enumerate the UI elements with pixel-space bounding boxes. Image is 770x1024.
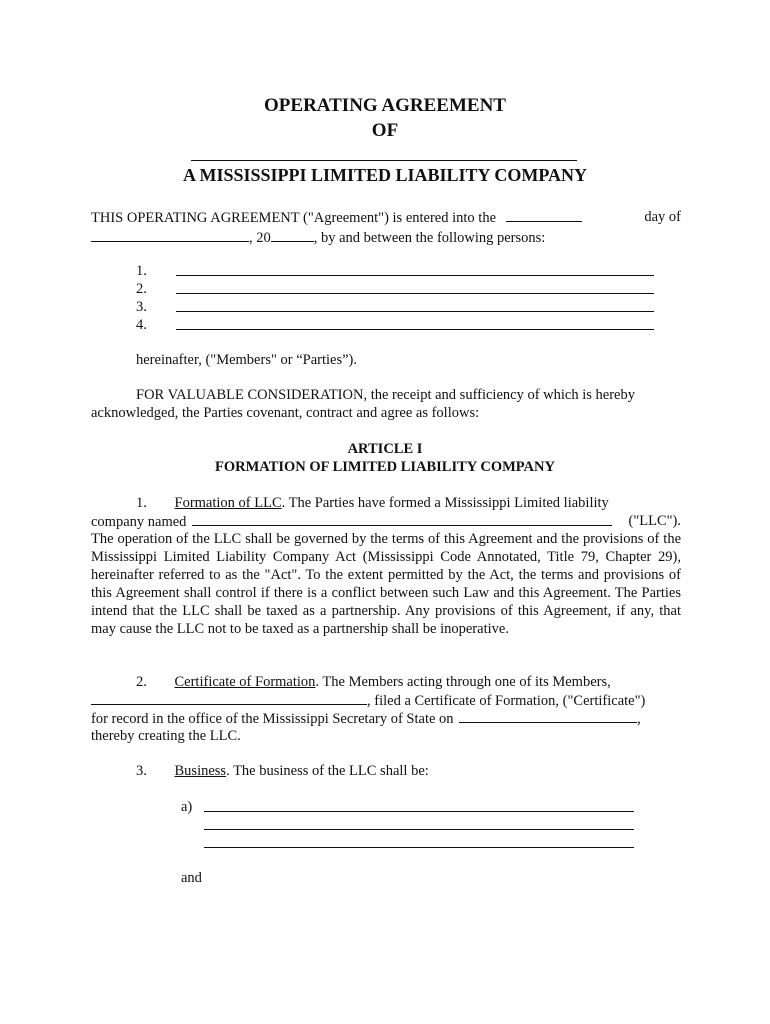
section-2-filed-text: , filed a Certificate of Formation, ("Certificate")	[367, 693, 646, 709]
section-3-lead	[136, 762, 429, 780]
business-item-a-label: a)	[181, 799, 193, 815]
day-blank[interactable]	[506, 208, 582, 222]
section-1-lead-text: . The Parties have formed a Mississippi Limited liability	[281, 495, 609, 511]
filing-date-blank[interactable]	[459, 709, 637, 723]
intro-day-of: day of	[644, 209, 681, 225]
article-title: FORMATION OF LIMITED LIABILITY COMPANY	[215, 459, 555, 475]
section-2-line-4: thereby creating the LLC.	[91, 728, 241, 744]
member-name-blank[interactable]	[176, 311, 654, 312]
llc-name-blank[interactable]	[192, 512, 612, 526]
member-number: 2.	[136, 281, 147, 297]
section-2-lead	[136, 673, 681, 691]
section-1-lead	[136, 494, 681, 512]
company-named-text: company named	[91, 514, 187, 530]
section-1-number: 1.	[136, 495, 147, 511]
section-2-comma: ,	[637, 711, 641, 727]
business-line-2[interactable]	[204, 829, 634, 830]
intro-text: THIS OPERATING AGREEMENT ("Agreement") is entered into the	[91, 210, 497, 226]
document-title: OPERATING AGREEMENT	[264, 95, 506, 116]
section-1-line-2	[91, 512, 681, 531]
member-name-blank[interactable]	[176, 293, 654, 294]
intro-year-prefix: , 20	[249, 230, 271, 246]
intro-line-2	[91, 228, 681, 247]
section-2-heading: Certificate of Formation	[174, 674, 316, 690]
article-heading: ARTICLE I	[347, 441, 423, 457]
section-2-number: 2.	[136, 674, 147, 690]
document-subtitle: A MISSISSIPPI LIMITED LIABILITY COMPANY	[182, 165, 588, 185]
month-blank[interactable]	[91, 228, 249, 242]
business-line-1[interactable]	[204, 811, 634, 812]
section-1-body: The operation of the LLC shall be governed by the terms of this Agreement and the provisions of the Mississippi Limited Liability Company Act (Mississippi Code Annotated, Title 79, Chapter 29), hereinafter referred to as the "Act". To the extent permitted by the Act, the terms and provisions of this Agreement shall control if there is a conflict between such Law and this Agreement. The Parties intend that the LLC shall be taxed as a partnership. Any provisions of this Agreement, if any, that may cause the LLC not to be taxed as a partnership shall be inoperative.	[91, 531, 681, 637]
member-number: 4.	[136, 317, 147, 333]
member-name-blank[interactable]	[176, 329, 654, 330]
section-2-lead-text: . The Members acting through one of its Members,	[315, 674, 611, 690]
business-line-3[interactable]	[204, 847, 634, 848]
section-2-line-3	[91, 709, 681, 728]
consideration-line-2: acknowledged, the Parties covenant, contract and agree as follows:	[91, 405, 480, 421]
member-number: 1.	[136, 263, 147, 279]
intro-line-1	[91, 208, 681, 227]
llc-abbrev-text: ("LLC").	[628, 513, 681, 529]
hereinafter-text: hereinafter, ("Members" or “Parties”).	[136, 352, 358, 368]
year-blank[interactable]	[271, 228, 314, 242]
member-number: 3.	[136, 299, 147, 315]
document-title-of: OF	[371, 120, 399, 141]
member-name-blank[interactable]	[176, 275, 654, 276]
filing-member-blank[interactable]	[91, 691, 367, 705]
company-name-blank[interactable]	[191, 160, 577, 161]
intro-persons-text: , by and between the following persons:	[313, 230, 546, 246]
section-3-lead-text: . The business of the LLC shall be:	[226, 763, 429, 779]
section-3-heading: Business	[174, 763, 227, 779]
consideration-line-1: FOR VALUABLE CONSIDERATION, the receipt and sufficiency of which is hereby	[136, 387, 635, 403]
section-2-record-text: for record in the office of the Mississippi Secretary of State on	[91, 711, 454, 727]
business-and-text: and	[181, 870, 202, 886]
section-1-heading: Formation of LLC	[174, 495, 282, 511]
section-3-number: 3.	[136, 763, 147, 779]
section-2-line-2	[91, 691, 681, 710]
